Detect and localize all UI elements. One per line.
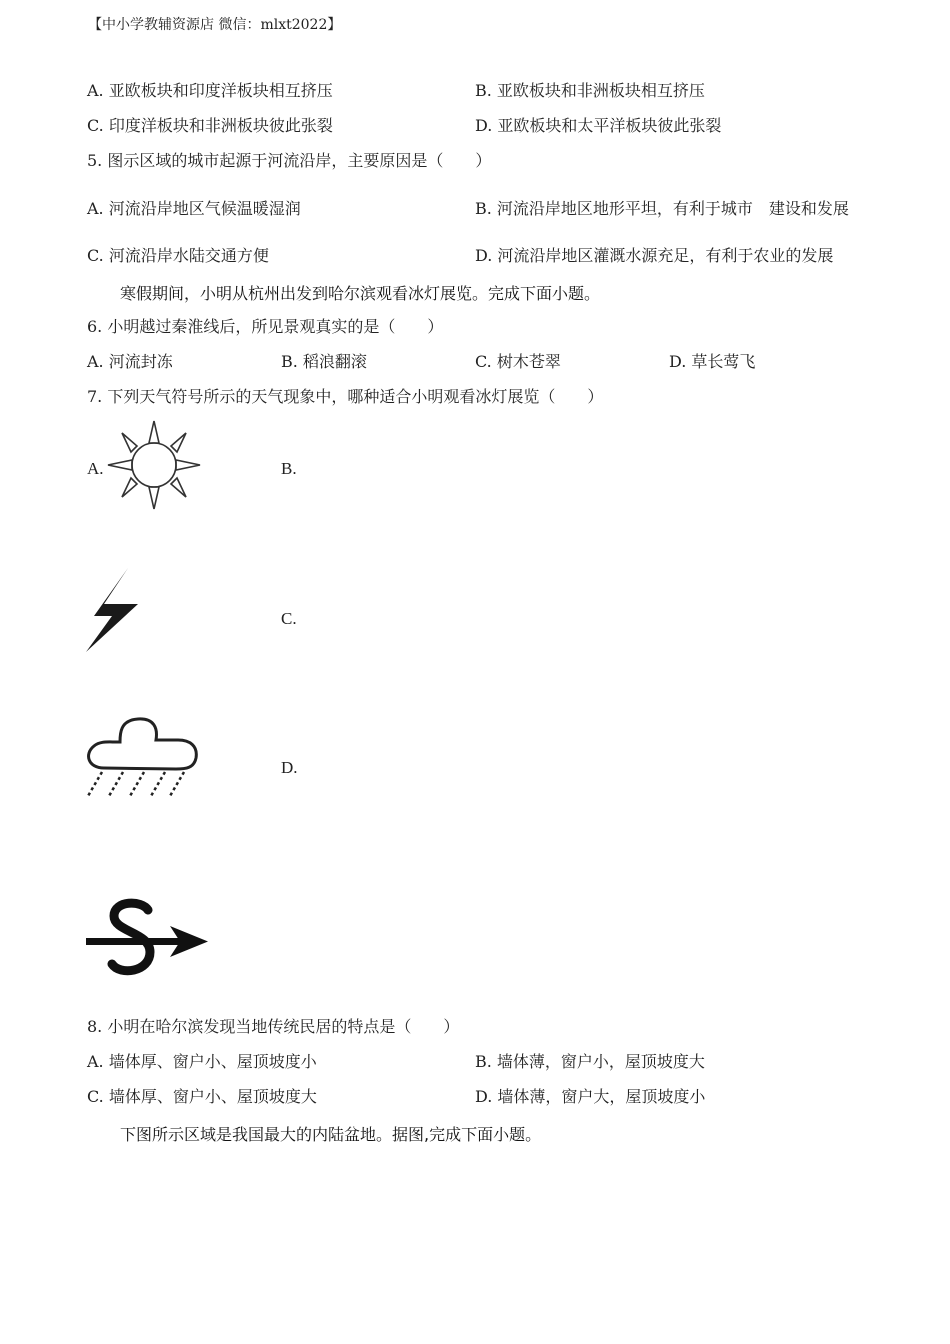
sandstorm-icon [86, 898, 210, 982]
q7-option-b-label: B. [281, 459, 297, 478]
sun-icon [106, 419, 202, 513]
q5-option-b: B. 河流沿岸地区地形平坦，有利于城市 建设和发展 [475, 199, 849, 218]
q5-stem: 5. 图示区域的城市起源于河流沿岸，主要原因是（ ） [87, 151, 492, 170]
q8-option-b: B. 墙体薄，窗户小，屋顶坡度大 [475, 1052, 705, 1071]
q5-option-d: D. 河流沿岸地区灌溉水源充足，有利于农业的发展 [475, 246, 834, 265]
q8-option-c: C. 墙体厚、窗户小、屋顶坡度大 [87, 1087, 317, 1106]
q6-stem: 6. 小明越过秦淮线后，所见景观真实的是（ ） [87, 317, 444, 336]
q8-option-d: D. 墙体薄，窗户大，屋顶坡度小 [475, 1087, 706, 1106]
lightning-icon [86, 568, 140, 654]
q7-stem: 7. 下列天气符号所示的天气现象中，哪种适合小明观看冰灯展览（ ） [87, 387, 604, 406]
q8-option-a: A. 墙体厚、窗户小、屋顶坡度小 [87, 1052, 317, 1071]
q7-option-d-label: D. [281, 758, 298, 777]
q5-option-c: C. 河流沿岸水陆交通方便 [87, 246, 269, 265]
q4-option-c: C. 印度洋板块和非洲板块彼此张裂 [87, 116, 333, 135]
q6-option-c: C. 树木苍翠 [475, 352, 561, 371]
page-header: 【中小学教辅资源店 微信：mlxt2022】 [88, 17, 342, 33]
q7-option-c-label: C. [281, 609, 297, 628]
q5-option-a: A. 河流沿岸地区气候温暖湿润 [87, 199, 301, 218]
rain-cloud-icon [86, 716, 200, 798]
q7-option-a-label: A. [87, 459, 104, 478]
q6-option-d: D. 草长莺飞 [669, 352, 756, 371]
section-intro-winter-trip: 寒假期间，小明从杭州出发到哈尔滨观看冰灯展览。完成下面小题。 [120, 284, 601, 303]
q6-option-a: A. 河流封冻 [87, 352, 173, 371]
q4-option-a: A. 亚欧板块和印度洋板块相互挤压 [87, 81, 333, 100]
q8-stem: 8. 小明在哈尔滨发现当地传统民居的特点是（ ） [87, 1017, 460, 1036]
q4-option-b: B. 亚欧板块和非洲板块相互挤压 [475, 81, 705, 100]
section-intro-basin: 下图所示区域是我国最大的内陆盆地。据图,完成下面小题。 [120, 1125, 542, 1144]
q6-option-b: B. 稻浪翻滚 [281, 352, 367, 371]
q4-option-d: D. 亚欧板块和太平洋板块彼此张裂 [475, 116, 722, 135]
